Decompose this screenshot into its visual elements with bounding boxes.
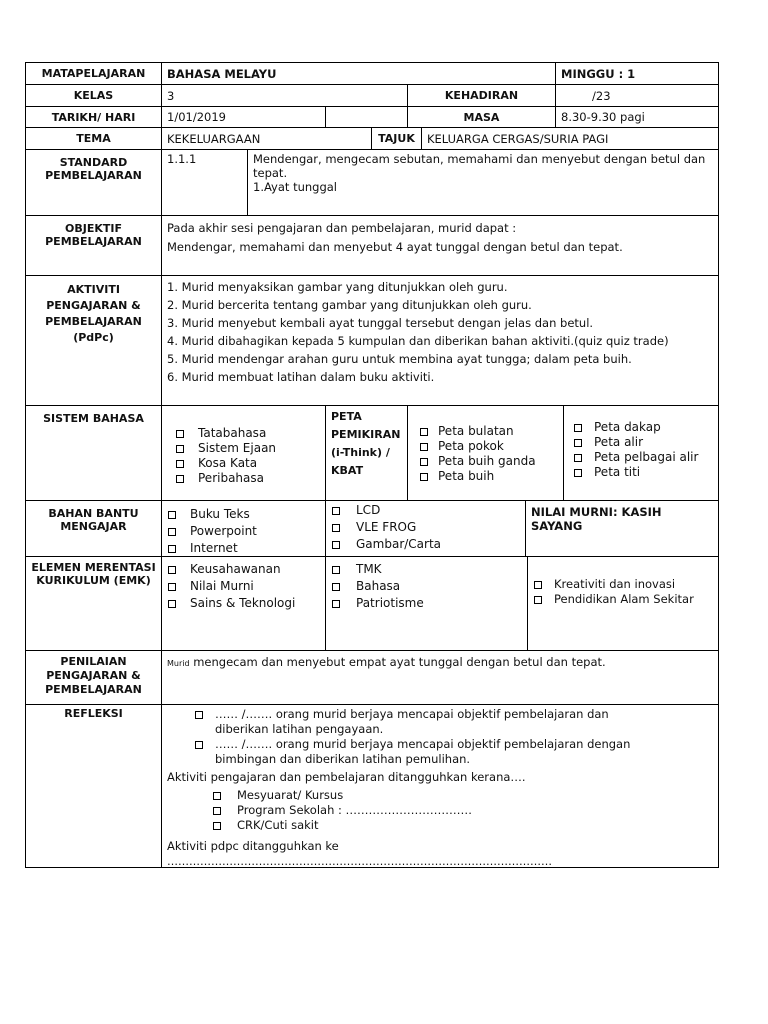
row-aktiviti xyxy=(25,276,719,406)
standard-label: STANDARD PEMBELAJARAN xyxy=(26,150,162,215)
tajuk-value: KELUARGA CERGAS/SURIA PAGI xyxy=(427,131,609,146)
penilaian-small: Murid xyxy=(167,659,190,668)
peta-list-1 xyxy=(408,406,564,500)
checkbox-item[interactable] xyxy=(574,420,713,435)
tema-label: TEMA xyxy=(26,128,162,149)
row-objektif xyxy=(25,216,719,276)
checkbox-label: VLE FROG xyxy=(356,520,417,534)
aktiviti-cell xyxy=(162,276,718,405)
checkbox-item[interactable] xyxy=(213,788,713,803)
checkbox[interactable] xyxy=(420,473,428,481)
checkbox-label: Mesyuarat/ Kursus xyxy=(237,788,344,802)
checkbox[interactable] xyxy=(534,581,542,589)
checkbox-item[interactable] xyxy=(332,595,522,612)
bahan-bantu-label: BAHAN BANTU MENGAJAR xyxy=(26,501,162,556)
refleksi-cell xyxy=(162,705,718,867)
bahan-list-1 xyxy=(162,501,326,556)
row-tarikh xyxy=(25,107,719,128)
masa-label: MASA xyxy=(408,107,556,127)
aktiviti-item: 5. Murid mendengar arahan guru untuk membina ayat tungga; dalam peta buih. xyxy=(167,352,632,366)
checkbox[interactable] xyxy=(195,711,203,719)
checkbox-item[interactable] xyxy=(420,424,558,439)
refleksi-label: REFLEKSI xyxy=(26,705,162,867)
checkbox[interactable] xyxy=(332,507,340,515)
penilaian-text: mengecam dan menyebut empat ayat tunggal dengan betul dan tepat. xyxy=(193,655,606,669)
standard-text: Mendengar, mengecam sebutan, memahami dan menyebut dengan betul dan tepat. xyxy=(253,152,706,180)
standard-sub: 1.Ayat tunggal xyxy=(253,180,338,194)
checkbox[interactable] xyxy=(420,458,428,466)
emk-list-1 xyxy=(162,557,326,650)
checkbox-item[interactable] xyxy=(176,441,320,456)
checkbox-item[interactable] xyxy=(168,595,320,612)
objektif-label: OBJEKTIF PEMBELAJARAN xyxy=(26,216,162,275)
row-sistem-bahasa xyxy=(25,406,719,501)
checkbox-item[interactable] xyxy=(534,592,713,607)
checkbox-item[interactable] xyxy=(176,426,320,441)
refleksi-item-text: …… /……. orang murid berjaya mencapai objektif pembelajaran dengan bimbingan dan diberikan latihan pemulihan. xyxy=(215,737,631,766)
checkbox-label: Powerpoint xyxy=(190,524,257,538)
checkbox-label: Peta alir xyxy=(594,435,644,449)
checkbox-item[interactable] xyxy=(332,561,522,578)
checkbox-label: Bahasa xyxy=(356,579,401,593)
standard-text-cell xyxy=(248,150,718,215)
checkbox-item[interactable] xyxy=(574,465,713,480)
emk-list-3 xyxy=(528,557,718,650)
checkbox[interactable] xyxy=(332,524,340,532)
peta-list-2 xyxy=(564,406,718,500)
checkbox-item[interactable] xyxy=(168,561,320,578)
checkbox-item[interactable] xyxy=(213,803,713,818)
row-refleksi xyxy=(25,705,719,868)
checkbox-label: Peta buih ganda xyxy=(438,454,536,468)
tajuk-label: TAJUK xyxy=(372,128,422,149)
checkbox-label: Peta pokok xyxy=(438,439,504,453)
checkbox-item[interactable] xyxy=(332,536,520,553)
checkbox-label: TMK xyxy=(356,562,382,576)
checkbox-label: Patriotisme xyxy=(356,596,424,610)
checkbox-item[interactable] xyxy=(168,578,320,595)
aktiviti-label: AKTIVITI PENGAJARAN & PEMBELAJARAN (PdPc) xyxy=(26,276,162,405)
kehadiran-label: KEHADIRAN xyxy=(408,85,556,106)
checkbox[interactable] xyxy=(574,469,582,477)
objektif-line2: Mendengar, memahami dan menyebut 4 ayat tunggal dengan betul dan tepat. xyxy=(167,240,623,254)
tema-value: KEKELUARGAAN xyxy=(162,128,372,149)
aktiviti-item: 3. Murid menyebut kembali ayat tunggal tersebut dengan jelas dan betul. xyxy=(167,316,594,330)
penilaian-label: PENILAIAN PENGAJARAN & PEMBELAJARAN xyxy=(26,651,162,704)
tarikh-empty-cell xyxy=(326,107,408,127)
row-bahan-bantu xyxy=(25,501,719,557)
checkbox-label: Internet xyxy=(190,541,238,555)
checkbox-item[interactable] xyxy=(168,506,320,523)
checkbox[interactable] xyxy=(332,566,340,574)
checkbox-label: Sains & Teknologi xyxy=(190,596,296,610)
checkbox[interactable] xyxy=(176,475,184,483)
checkbox-label: Peta dakap xyxy=(594,420,661,434)
refleksi-item[interactable] xyxy=(167,737,713,767)
checkbox-label: Sistem Ejaan xyxy=(198,441,277,455)
checkbox-item[interactable] xyxy=(332,519,520,536)
checkbox-item[interactable] xyxy=(420,454,558,469)
checkbox[interactable] xyxy=(534,596,542,604)
aktiviti-item: 4. Murid dibahagikan kepada 5 kumpulan dan diberikan bahan aktiviti.(quiz quiz trade) xyxy=(167,334,669,348)
kelas-label: KELAS xyxy=(26,85,162,106)
bahan-list-2 xyxy=(326,501,526,556)
checkbox[interactable] xyxy=(213,822,221,830)
checkbox[interactable] xyxy=(574,424,582,432)
checkbox-label: Kreativiti dan inovasi xyxy=(554,577,676,591)
tarikh-value: 1/01/2019 xyxy=(162,107,326,127)
objektif-line1: Pada akhir sesi pengajaran dan pembelajaran, murid dapat : xyxy=(167,221,517,235)
masa-value: 8.30-9.30 pagi xyxy=(561,110,645,124)
checkbox-label: CRK/Cuti sakit xyxy=(237,818,319,832)
checkbox-label: LCD xyxy=(356,503,381,517)
checkbox-label: Buku Teks xyxy=(190,507,250,521)
checkbox-label: Peta titi xyxy=(594,465,641,479)
tarikh-label: TARIKH/ HARI xyxy=(26,107,162,127)
checkbox[interactable] xyxy=(168,600,176,608)
checkbox[interactable] xyxy=(195,741,203,749)
checkbox[interactable] xyxy=(574,439,582,447)
refleksi-item[interactable] xyxy=(167,707,713,737)
penilaian-cell xyxy=(162,651,718,704)
nilai-murni: NILAI MURNI: KASIH SAYANG xyxy=(531,505,662,533)
checkbox-item[interactable] xyxy=(332,578,522,595)
checkbox[interactable] xyxy=(213,807,221,815)
checkbox[interactable] xyxy=(176,445,184,453)
checkbox[interactable] xyxy=(574,454,582,462)
checkbox-label: Keusahawanan xyxy=(190,562,281,576)
checkbox-item[interactable] xyxy=(213,818,713,833)
checkbox[interactable] xyxy=(213,792,221,800)
checkbox[interactable] xyxy=(176,460,184,468)
emk-label: ELEMEN MERENTASI KURIKULUM (EMK) xyxy=(26,557,162,650)
standard-code: 1.1.1 xyxy=(162,150,248,215)
checkbox-label: Gambar/Carta xyxy=(356,537,442,551)
checkbox-label: Kosa Kata xyxy=(198,456,258,470)
checkbox-item[interactable] xyxy=(420,439,558,454)
matapelajaran-label: MATAPELAJARAN xyxy=(26,63,162,84)
checkbox[interactable] xyxy=(168,566,176,574)
checkbox-item[interactable] xyxy=(574,435,713,450)
checkbox[interactable] xyxy=(168,528,176,536)
refleksi-pdpc-dots: …………………………………………………………………………………………… xyxy=(167,855,552,867)
sistem-bahasa-label: SISTEM BAHASA xyxy=(26,406,162,500)
checkbox-label: Peta buih xyxy=(438,469,495,483)
checkbox-item[interactable] xyxy=(168,523,320,540)
checkbox-label: Peta pelbagai alir xyxy=(594,450,699,464)
sistem-bahasa-list xyxy=(162,406,326,500)
peta-pemikiran-label: PETA PEMIKIRAN (i-Think) / KBAT xyxy=(326,406,408,500)
checkbox-item[interactable] xyxy=(168,540,320,556)
row-matapelajaran xyxy=(25,62,719,85)
checkbox-label: Peribahasa xyxy=(198,471,264,485)
kehadiran-value: /23 xyxy=(592,88,611,103)
checkbox[interactable] xyxy=(420,428,428,436)
row-tema xyxy=(25,128,719,150)
checkbox-label: Pendidikan Alam Sekitar xyxy=(554,592,694,606)
refleksi-tangguh: Aktiviti pengajaran dan pembelajaran ditangguhkan kerana…. xyxy=(167,770,526,784)
checkbox[interactable] xyxy=(332,541,340,549)
refleksi-pdpc-label: Aktiviti pdpc ditangguhkan ke xyxy=(167,839,339,853)
checkbox[interactable] xyxy=(168,545,176,553)
kelas-value: 3 xyxy=(162,85,408,106)
checkbox-item[interactable] xyxy=(176,456,320,471)
aktiviti-item: 6. Murid membuat latihan dalam buku aktiviti. xyxy=(167,370,435,384)
row-penilaian xyxy=(25,651,719,705)
row-kelas xyxy=(25,85,719,107)
checkbox-label: Peta bulatan xyxy=(438,424,514,438)
emk-list-2 xyxy=(326,557,528,650)
checkbox[interactable] xyxy=(168,511,176,519)
row-standard xyxy=(25,150,719,216)
objektif-cell xyxy=(162,216,718,275)
matapelajaran-value: BAHASA MELAYU xyxy=(162,63,556,84)
checkbox[interactable] xyxy=(176,430,184,438)
checkbox-item[interactable] xyxy=(534,577,713,592)
checkbox[interactable] xyxy=(168,583,176,591)
checkbox-item[interactable] xyxy=(420,469,558,484)
checkbox[interactable] xyxy=(420,443,428,451)
lesson-plan-table xyxy=(25,62,719,868)
checkbox[interactable] xyxy=(332,600,340,608)
refleksi-item-text: …… /……. orang murid berjaya mencapai objektif pembelajaran dan diberikan latihan pengayaan. xyxy=(215,707,609,736)
minggu: MINGGU : 1 xyxy=(561,66,636,81)
checkbox-label: Tatabahasa xyxy=(198,426,267,440)
checkbox-label: Nilai Murni xyxy=(190,579,254,593)
checkbox-item[interactable] xyxy=(574,450,713,465)
aktiviti-item: 1. Murid menyaksikan gambar yang ditunjukkan oleh guru. xyxy=(167,280,508,294)
checkbox[interactable] xyxy=(332,583,340,591)
aktiviti-item: 2. Murid bercerita tentang gambar yang ditunjukkan oleh guru. xyxy=(167,298,532,312)
checkbox-label: Program Sekolah : …………………………… xyxy=(237,803,473,817)
row-emk xyxy=(25,557,719,651)
checkbox-item[interactable] xyxy=(332,502,520,519)
checkbox-item[interactable] xyxy=(176,471,320,486)
